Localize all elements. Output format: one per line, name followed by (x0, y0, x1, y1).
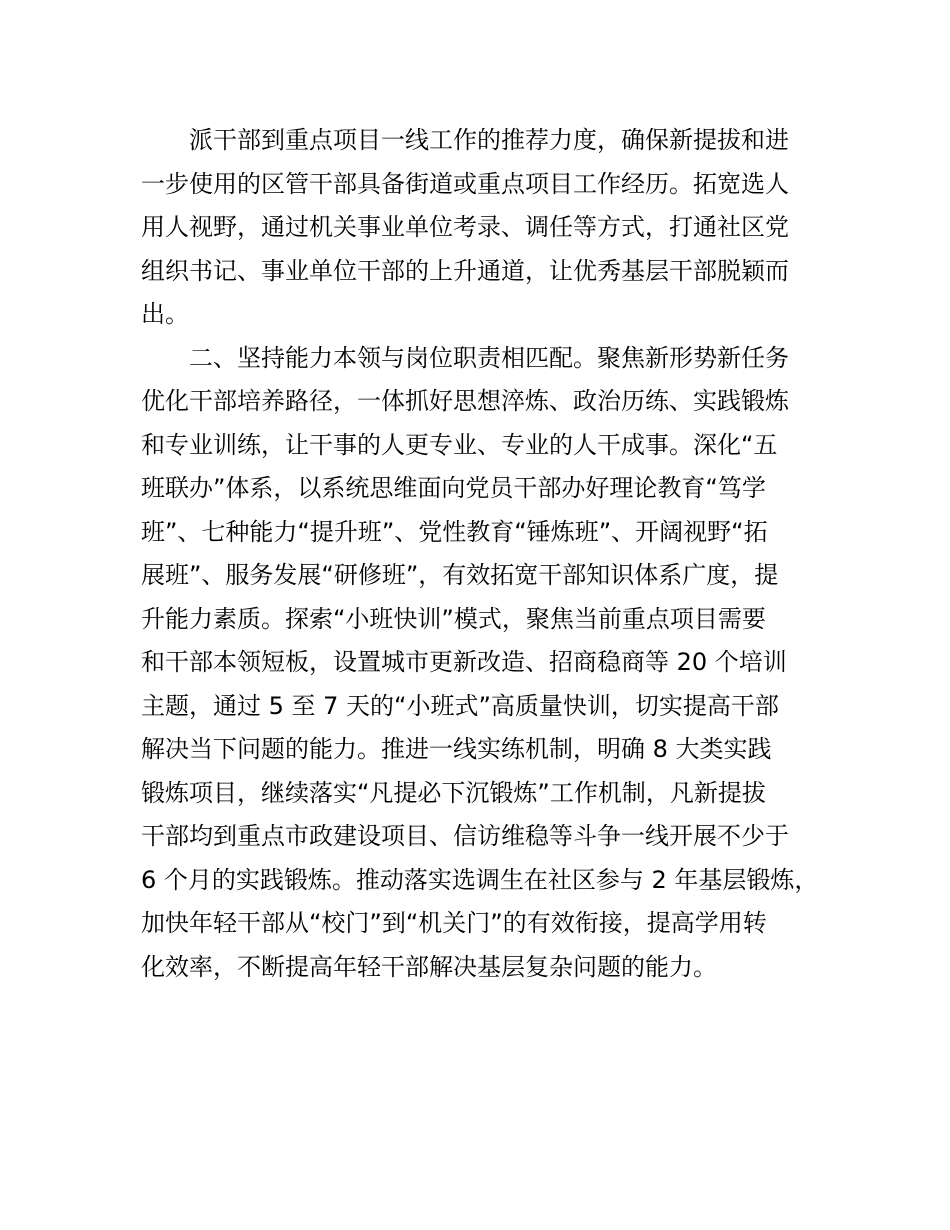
text-line: 6 个月的实践锻炼。推动落实选调生在社区参与 2 年基层锻炼， (141, 865, 819, 894)
text-line: 班联办”体系，以系统思维面向党员干部办好理论教育“笃学 (141, 474, 766, 502)
paragraph-1 (141, 119, 821, 337)
text-line: 加快年轻干部从“校门”到“机关门”的有效衔接，提高学用转 (141, 909, 767, 937)
text-line: 干部均到重点市政建设项目、信访维稳等斗争一线开展不少于 (141, 822, 789, 850)
text-line: 展班”、服务发展“研修班”，有效拓宽干部知识体系广度，提 (141, 561, 779, 589)
text-line: 组织书记、事业单位干部的上升通道，让优秀基层干部脱颖而 (141, 256, 789, 285)
text-line: 班”、七种能力“提升班”、党性教育“锤炼班”、开阔视野“拓 (141, 517, 768, 546)
text-line: 主题，通过 5 至 7 天的“小班式”高质量快训，切实提高干部 (141, 691, 779, 720)
text-line: 一步使用的区管干部具备街道或重点项目工作经历。拓宽选人 (141, 169, 789, 198)
paragraph-2 (141, 337, 821, 990)
text-line: 和专业训练，让干事的人更专业、专业的人干成事。深化“五 (141, 430, 778, 459)
text-line: 二、坚持能力本领与岗位职责相匹配。聚焦新形势新任务 (189, 343, 789, 372)
text-line: 用人视野，通过机关事业单位考录、调任等方式，打通社区党 (141, 213, 789, 241)
text-line: 解决当下问题的能力。推进一线实练机制，明确 8 大类实践 (141, 735, 772, 763)
text-line: 化效率，不断提高年轻干部解决基层复杂问题的能力。 (141, 952, 717, 981)
text-line: 锻炼项目，继续落实“凡提必下沉锻炼”工作机制，凡新提拔 (141, 778, 766, 807)
text-line: 和干部本领短板，设置城市更新改造、招商稳商等 20 个培训 (141, 648, 787, 676)
document-body (141, 119, 821, 989)
text-line: 派干部到重点项目一线工作的推荐力度，确保新提拔和进 (189, 126, 789, 154)
text-line: 升能力素质。探索“小班快训”模式，聚焦当前重点项目需要 (141, 604, 766, 633)
text-line: 优化干部培养路径，一体抓好思想淬炼、政治历练、实践锻炼 (141, 387, 789, 415)
text-line: 出。 (141, 300, 189, 328)
